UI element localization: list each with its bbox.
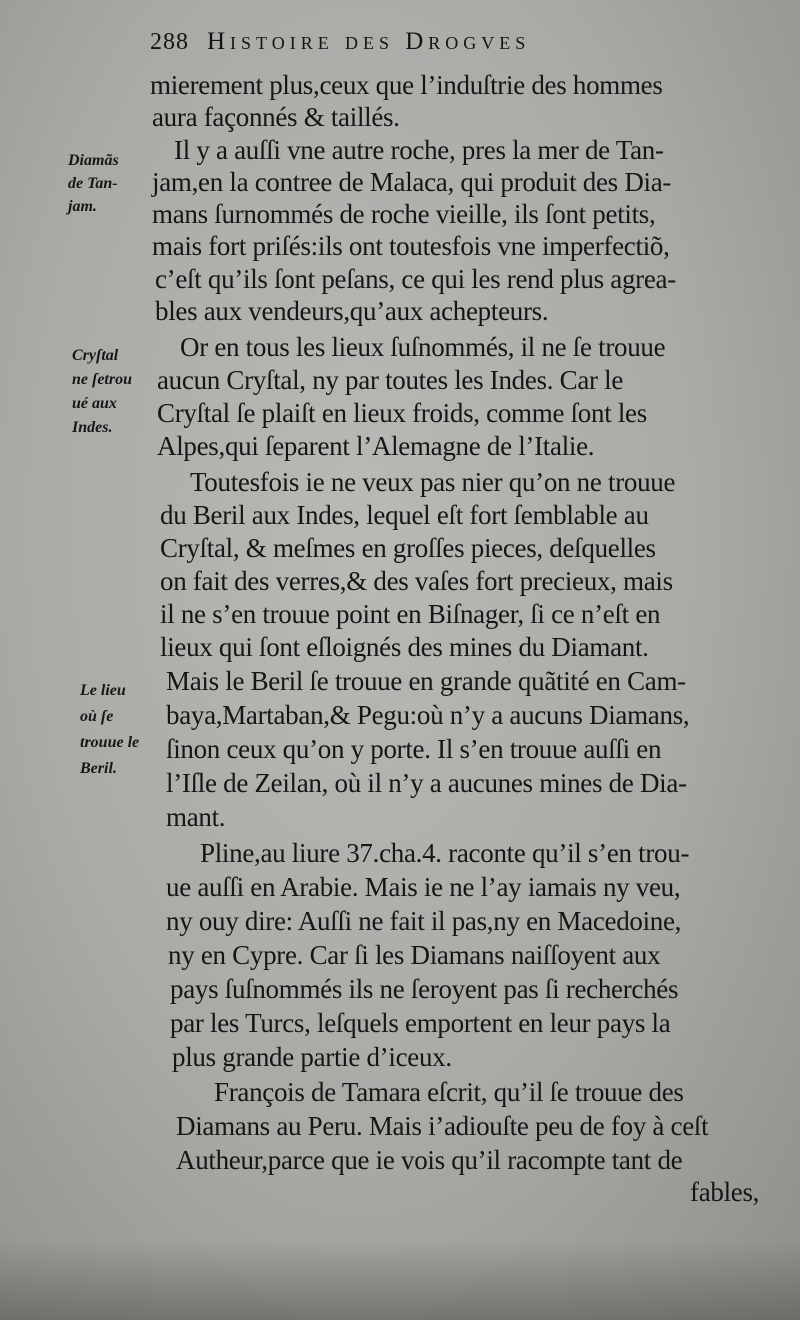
- running-head: Histoire des Drogves: [207, 28, 531, 55]
- body-line: ny en Cypre. Car ſi les Diamans naiſſoyent aux: [168, 940, 661, 970]
- margin-note-diamant-line-3: jam.: [68, 198, 97, 215]
- body-line: baya,Martaban,& Pegu:où n’y a aucuns Diamans,: [166, 700, 690, 730]
- body-line: Or en tous les lieux ſuſnommés, il ne ſe trouue: [180, 332, 666, 362]
- body-line: ny ouy dire: Auſſi ne fait il pas,ny en Macedoine,: [166, 906, 682, 936]
- body-line: bles aux vendeurs,qu’aux achepteurs.: [155, 296, 549, 326]
- margin-note-crystal-line-2: ne ſetrou: [72, 371, 132, 388]
- margin-note-beril-line-4: Beril.: [80, 760, 117, 777]
- body-line: aura façonnés & taillés.: [152, 102, 400, 132]
- body-line: Autheur,parce que ie vois qu’il racompte tant de: [176, 1145, 683, 1175]
- body-line: mant.: [166, 802, 226, 832]
- body-line: pays ſuſnommés ils ne ſeroyent pas ſi recherchés: [170, 974, 679, 1004]
- body-line: par les Turcs, leſquels emportent en leur pays la: [170, 1008, 671, 1038]
- body-line: Cryſtal, & meſmes en groſſes pieces, deſquelles: [160, 533, 656, 563]
- body-line: jam,en la contree de Malaca, qui produit des Dia-: [152, 167, 672, 197]
- margin-note-crystal-line-3: ué aux: [72, 395, 117, 412]
- catchword: fables,: [690, 1177, 760, 1207]
- body-line: François de Tamara eſcrit, qu’il ſe trouue des: [214, 1077, 684, 1107]
- body-line: Il y a auſſi vne autre roche, pres la mer de Tan-: [174, 135, 664, 165]
- body-line: Cryſtal ſe plaiſt en lieux froids, comme ſont les: [157, 398, 647, 428]
- body-line: mierement plus,ceux que l’induſtrie des hommes: [150, 70, 663, 100]
- margin-note-beril-line-1: Le lieu: [80, 682, 126, 699]
- body-line: Toutesfois ie ne veux pas nier qu’on ne trouue: [190, 467, 676, 497]
- body-line: Diamans au Peru. Mais i’adiouſte peu de foy à ceſt: [176, 1111, 709, 1141]
- body-line: Pline,au liure 37.cha.4. raconte qu’il s’en trou-: [200, 838, 690, 868]
- margin-note-beril-line-3: trouue le: [80, 734, 140, 751]
- margin-note-beril-line-2: où ſe: [80, 708, 114, 725]
- body-line: mans ſurnommés de roche vieille, ils ſont petits,: [152, 199, 656, 229]
- margin-note-crystal-line-1: Cryſtal: [72, 347, 119, 364]
- body-line: Mais le Beril ſe trouue en grande quãtité en Cam-: [166, 666, 686, 696]
- margin-note-diamant-line-1: Diamãs: [68, 152, 119, 169]
- body-line: du Beril aux Indes, lequel eſt fort ſemblable au: [160, 500, 649, 530]
- body-line: ue auſſi en Arabie. Mais ie ne l’ay iamais ny veu,: [166, 872, 681, 902]
- body-line: plus grande partie d’iceux.: [172, 1042, 452, 1072]
- body-line: mais fort priſés:ils ont toutesfois vne imperfectiõ,: [152, 231, 670, 261]
- margin-note-diamant-line-2: de Tan-: [68, 175, 118, 192]
- body-line: on fait des verres,& des vaſes fort precieux, mais: [160, 566, 673, 596]
- page-header: [150, 28, 790, 68]
- body-line: ſinon ceux qu’on y porte. Il s’en trouue auſſi en: [166, 734, 662, 764]
- body-line: il ne s’en trouue point en Biſnager, ſi ce n’eſt en: [160, 599, 661, 629]
- body-line: lieux qui ſont eſloignés des mines du Diamant.: [160, 632, 649, 662]
- body-line: c’eſt qu’ils ſont peſans, ce qui les rend plus agrea-: [155, 264, 676, 294]
- body-line: l’Iſle de Zeilan, où il n’y a aucunes mines de Dia-: [166, 768, 687, 798]
- margin-note-crystal-line-4: Indes.: [72, 419, 113, 436]
- page-number: 288: [150, 29, 189, 55]
- body-line: Alpes,qui ſeparent l’Alemagne de l’Italie.: [157, 431, 595, 461]
- body-line: aucun Cryſtal, ny par toutes les Indes. Car le: [157, 365, 624, 395]
